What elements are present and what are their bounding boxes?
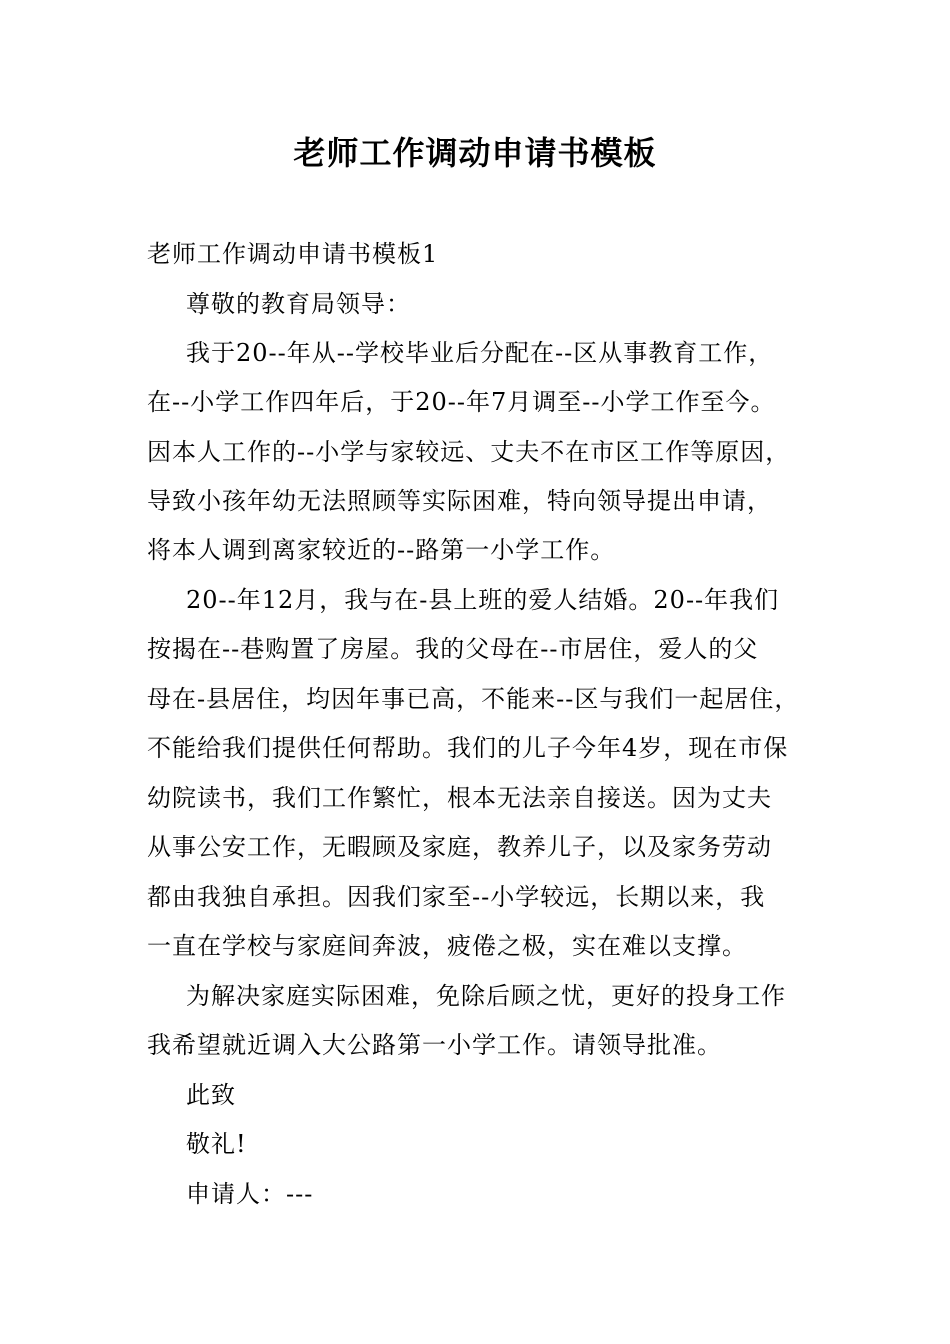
body-line: 在--小学工作四年后，于20--年7月调至--小学工作至今。 xyxy=(147,388,776,416)
body-line: 不能给我们提供任何帮助。我们的儿子今年4岁，现在市保 xyxy=(147,734,789,762)
body-line: 从事公安工作，无暇顾及家庭，教养儿子，以及家务劳动 xyxy=(147,833,772,861)
body-line: 一直在学校与家庭间奔波，疲倦之极，实在难以支撑。 xyxy=(147,932,747,960)
signature: 申请人：--- xyxy=(186,1180,314,1208)
body-line: 我希望就近调入大公路第一小学工作。请领导批准。 xyxy=(147,1031,722,1059)
body-line: 将本人调到离家较近的--路第一小学工作。 xyxy=(147,536,616,564)
body-line: 为解决家庭实际困难，免除后顾之忧，更好的投身工作 xyxy=(186,982,786,1010)
closing-line: 敬礼! xyxy=(186,1130,247,1158)
body-line: 幼院读书，我们工作繁忙，根本无法亲自接送。因为丈夫 xyxy=(147,784,772,812)
document-title: 老师工作调动申请书模板 xyxy=(293,134,657,172)
closing-line: 此致 xyxy=(186,1081,236,1109)
body-line: 按揭在--巷购置了房屋。我的父母在--市居住，爱人的父 xyxy=(147,635,759,663)
body-line: 因本人工作的--小学与家较远、丈夫不在市区工作等原因， xyxy=(147,438,791,466)
salutation: 尊敬的教育局领导： xyxy=(186,290,411,318)
body-line: 都由我独自承担。因我们家至--小学较远，长期以来，我 xyxy=(147,883,766,911)
body-line: 20--年12月，我与在-县上班的爱人结婚。20--年我们 xyxy=(186,586,780,614)
body-line: 母在-县居住，均因年事已高，不能来--区与我们一起居住， xyxy=(147,685,800,713)
body-line: 我于20--年从--学校毕业后分配在--区从事教育工作， xyxy=(186,339,774,367)
body-line: 导致小孩年幼无法照顾等实际困难，特向领导提出申请， xyxy=(147,487,772,515)
subheading: 老师工作调动申请书模板1 xyxy=(147,240,439,268)
